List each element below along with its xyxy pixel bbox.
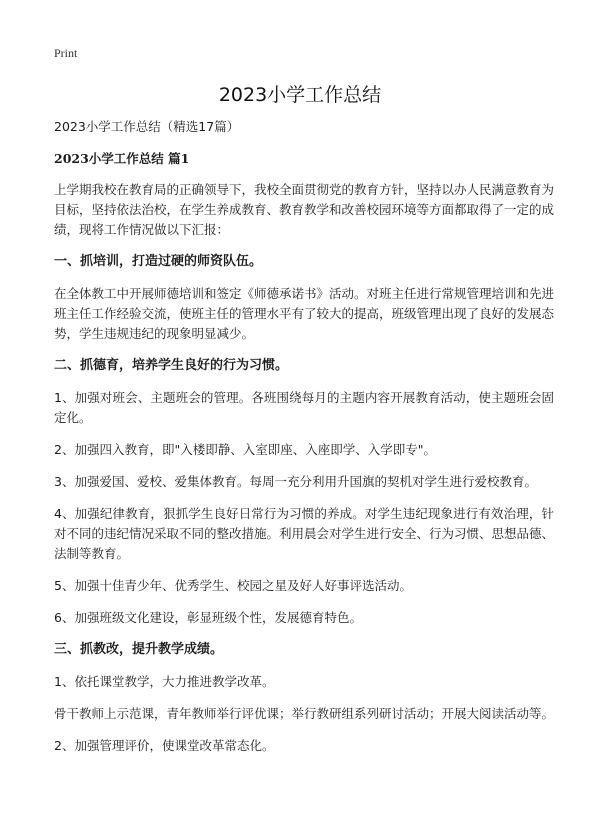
paragraph-reform-2: 2、加强管理评价，使课堂改革常态化。: [54, 738, 275, 753]
paragraph-item-3: 3、加强爱国、爱校、爱集体教育。每周一充分利用升国旗的契机对学生进行爱校教育。: [54, 474, 537, 489]
document-body: [54, 118, 554, 768]
paragraph-item-1: 1、加强对班会、主题班会的管理。各班围绕每月的主题内容开展教育活动，使主题班会固定化。: [54, 390, 554, 425]
heading-moral-education: 二、抓德育，培养学生良好的行为习惯。: [54, 358, 289, 373]
section-heading: 2023小学工作总结 篇1: [54, 151, 190, 166]
document-title: 2023小学工作总结: [218, 84, 382, 106]
paragraph-training: 在全体教工中开展师德培训和签定《师德承诺书》活动。对班主任进行常规管理培训和先进班主任工作经验交流，使班主任的管理水平有了较大的提高，班级管理出现了良好的发展态势，学生违规违纪的现象明显减少。: [54, 286, 555, 341]
paragraph-item-5: 5、加强十佳青少年、优秀学生、校园之星及好人好事评选活动。: [54, 578, 412, 593]
paragraph-item-4: 4、加强纪律教育，狠抓学生良好日常行为习惯的养成。对学生违纪现象进行有效治理，针对不同的违纪情况采取不同的整改措施。利用晨会对学生进行安全、行为习惯、思想品德、法制等教育。: [54, 506, 555, 561]
paragraph-reform-1: 1、依托课堂教学，大力推进教学改革。: [54, 674, 275, 689]
paragraph-item-6: 6、加强班级文化建设，彰显班级个性，发展德育特色。: [54, 610, 362, 625]
paragraph-item-2: 2、加强四入教育，即"入楼即静、入室即座、入座即学、入学即专"。: [54, 442, 436, 457]
paragraph-reform-activities: 骨干教师上示范课，青年教师举行评优课；举行教研组系列研讨活动；开展大阅读活动等。: [54, 706, 555, 721]
heading-training: 一、抓培训，打造过硬的师资队伍。: [54, 254, 263, 269]
print-link[interactable]: Print: [54, 46, 78, 60]
heading-teaching-reform: 三、抓教改，提升教学成绩。: [54, 642, 224, 657]
document-subtitle: 2023小学工作总结（精选17篇）: [54, 119, 240, 134]
paragraph-intro: 上学期我校在教育局的正确领导下，我校全面贯彻党的教育方针，坚持以办人民满意教育为目标，坚持依法治校，在学生养成教育、教育教学和改善校园环境等方面都取得了一定的成绩，现将工作情况做以下汇报：: [54, 182, 555, 237]
